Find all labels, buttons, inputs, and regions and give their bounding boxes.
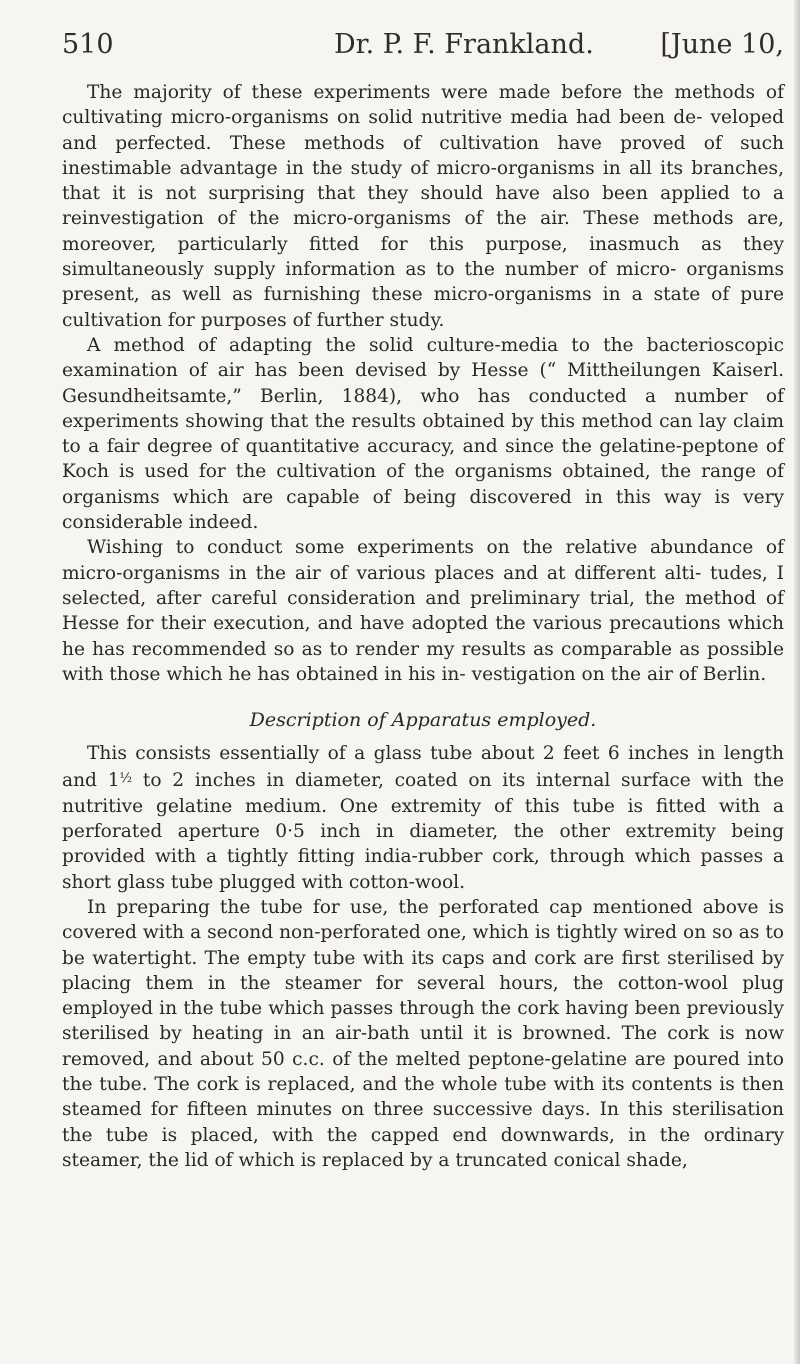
paragraph-3: Wishing to conduct some experiments on the relative abundance of micro-organisms in the air of various places and at different alti- tudes, I selected, after careful consideration and preliminary trial, the method of Hesse for their execution, and have adopted the various precautions which he has recommended so as to render my results as comparable as possible with those which he has obtained in his in- vestigation on the air of Berlin. [62, 537, 784, 685]
section-heading: Description of Apparatus employed. [249, 709, 597, 732]
paragraph-2: A method of adapting the solid culture-media to the bacterioscopic examination of air has been devised by Hesse (“ Mittheilungen Kaiserl. Gesundheitsamte,” Berlin, 1884), who has conducted a number of experiments showing that the results obtained by this method can lay claim to a fair degree of quantitative accuracy, and since the gelatine-peptone of Koch is used for the cultivation of the organisms obtained, the range of organisms which are capable of being discovered in this way is very considerable indeed. [62, 334, 784, 534]
apparatus-text-end: to 2 inches in diameter, coated on its internal surface with the nutritive gelatine medium. One extremity of this tube is fitted with a perforated aperture 0·5 inch in diameter, the other extremity being provided with a tightly fitting india-rubber cork, through which passes a short glass tube plugged with cotton-wool. [62, 770, 784, 893]
page [62, 20, 784, 1173]
paragraph-preparation: In preparing the tube for use, the perforated cap mentioned above is covered with a second non-perforated one, which is tightly wired on so as to be watertight. The empty tube with its caps and cork are first sterilised by placing them in the steamer for several hours, the cotton-wool plug employed in the tube which passes through the cork having been previously sterilised by heating in an air-bath until it is browned. The cork is now removed, and about 50 c.c. of the melted peptone-gelatine are poured into the tube. The cork is replaced, and the whole tube with its contents is then steamed for fifteen minutes on three successive days. In this sterilisation the tube is placed, with the capped end downwards, in the ordinary steamer, the lid of which is replaced by a truncated conical shade, [62, 896, 784, 1171]
page-number: 510 [62, 29, 114, 60]
paragraph-apparatus [62, 741, 784, 895]
apparatus-text-start: This consists essentially of a glass tube about 2 feet 6 inches in length and 1 [62, 743, 784, 792]
page-edge [794, 0, 800, 1364]
fraction-half: ½ [119, 771, 133, 787]
running-date: [June 10, [660, 29, 784, 60]
running-header [62, 20, 784, 70]
running-author: Dr. P. F. Frankland. [334, 29, 594, 60]
paragraph-1: The majority of these experiments were made before the methods of cultivating micro-organisms on solid nutritive media had been de- veloped and perfected. These methods of cultivation have proved of such inestimable advantage in the study of micro-organisms in all its branches, that it is not surprising that they should have also been applied to a reinvestigation of the micro-organisms of the air. These methods are, moreover, particularly fitted for this purpose, inasmuch as they simultaneously supply information as to the number of micro- organisms present, as well as furnishing these micro-organisms in a state of pure cultivation for purposes of further study. [62, 82, 784, 331]
